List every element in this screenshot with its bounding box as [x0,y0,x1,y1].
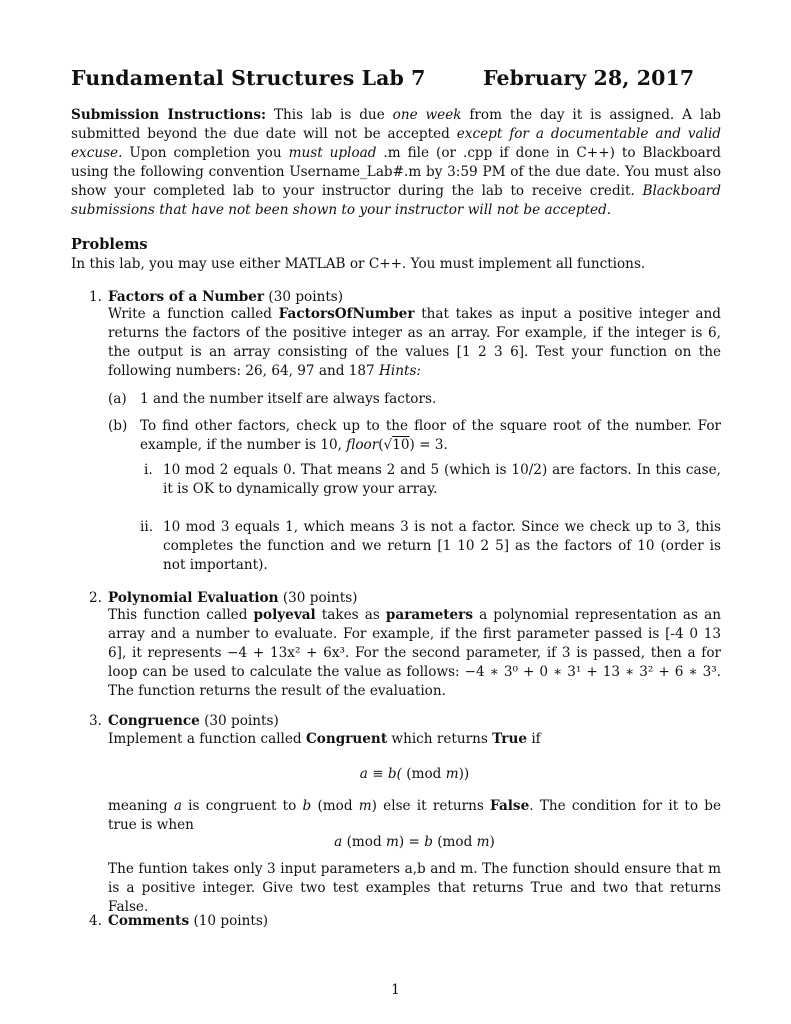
lab-title: Fundamental Structures Lab 7 [71,66,426,90]
floor-function: floor [346,437,379,453]
var-b: b [302,798,312,814]
eq1-mod: (mod [401,766,446,782]
var-m: m [358,798,372,814]
false-keyword: False [490,798,530,814]
eq2-equals: ) = [398,834,425,850]
hint-b-label: (b) [108,418,128,434]
problem-4-title: Comments [108,913,190,929]
mod-equality-equation [108,833,721,852]
page-number: 1 [391,982,400,998]
problem-3-text: if [527,731,541,747]
parameters-term: parameters [385,607,473,623]
hint-i-label: i. [144,462,153,478]
problem-2-text: . For the second parameter, if 3 is passed, then a for loop can be used to calculate the value as follows: [108,645,721,680]
submission-text: This lab is due [266,107,393,123]
problem-3-description [108,730,721,749]
sqrt-symbol: √ [383,437,393,453]
function-name-factors: FactorsOfNumber [278,306,415,322]
meaning-text: ) else it returns [371,798,491,814]
function-name-congruent: Congruent [305,731,388,747]
submission-emphasis: except for a documentable and valid excuse. [71,126,721,161]
problem-1-text: that takes as input a positive integer and returns the factors of the positive integer as an array. For example, if the integer is 6, the output is an array consisting of the values [1 2 3 6]. Test your function on the following numbers: 26, 64, 97 and 187 [108,306,721,379]
sqrt-radicand: 10 [392,437,410,453]
problem-2-title: Polynomial Evaluation [108,590,279,606]
submission-text: .m file (or .cpp if done in C++) to Blackboard using the following convention Username_Lab#.m by 3:59 PM of the due date. You must also show your completed lab to your instructor during the lab to receive credit. [71,145,721,199]
hint-b-text [140,417,721,455]
hint-ii-text: 10 mod 3 equals 1, which means 3 is not a factor. Since we check up to 3, this completes the function and we return [1 10 2 5] as the factors of 10 (order is not important). [163,519,721,573]
problem-3-points: (30 points) [199,713,279,729]
congruence-equation [108,765,721,784]
problem-4-heading [108,912,268,931]
eq2-m: m [385,834,399,850]
submission-instructions [71,106,721,220]
hints-label: Hints: [379,363,422,379]
eq2-b: b [424,834,433,850]
problem-4-number: 4. [89,913,102,929]
eq1-lhs: a ≡ b( [359,766,402,782]
hint-b-body: To find other factors, check up to the floor of the square root of the number. For example, if the number is 10, [140,418,721,453]
problem-2-text: a polynomial representation as an array and a number to evaluate. For example, if the first parameter passed is [-4 0 13 6], it represents [108,607,721,661]
eq2-a: a [334,834,343,850]
problems-heading: Problems [71,236,148,253]
evaluation-expression: −4 ∗ 3⁰ + 0 ∗ 3¹ + 13 ∗ 3² + 6 ∗ 3³ [464,664,717,680]
submission-text: from the day it is assigned. A lab submitted beyond the due date will not be accepted [71,107,721,142]
function-name-polyeval: polyeval [253,607,316,623]
hint-a-text: 1 and the number itself are always factors. [140,391,437,407]
polynomial-expression: −4 + 13x² + 6x³ [227,645,345,661]
eq2-m: m [476,834,490,850]
eq2-mod: (mod [342,834,386,850]
hint-i-text: 10 mod 2 equals 0. That means 2 and 5 (which is 10/2) are factors. In this case, it is OK to dynamically grow your array. [163,462,721,497]
problem-1-number: 1. [89,289,102,305]
problem-1-description [108,305,721,381]
problem-1-title: Factors of a Number [108,289,265,305]
submission-text: Upon completion you [122,145,289,161]
problem-3-closing: The funtion takes only 3 input parameters a,b and m. The function should ensure that m is a positive integer. Give two test examples that returns True and two that returns False. [108,861,721,915]
submission-emphasis: Blackboard submissions that have not been shown to your instructor will not be accepted. [71,183,721,218]
problem-1-points: (30 points) [264,289,344,305]
problem-2-text: takes as [315,607,386,623]
hint-a-label: (a) [108,391,127,407]
problem-2-number: 2. [89,590,102,606]
problem-3-heading [108,712,279,731]
congruence-meaning [108,797,721,835]
lab-date: February 28, 2017 [483,66,695,90]
meaning-text: (mod [311,798,359,814]
problem-2-text: . The function returns the result of the evaluation. [108,664,721,699]
var-a: a [173,798,182,814]
submission-emphasis: one week [392,107,462,123]
problem-3-text: which returns [387,731,493,747]
floor-paren: ( [378,437,384,453]
meaning-text: meaning [108,798,174,814]
problem-1-text: Write a function called [108,306,279,322]
problem-4-points: (10 points) [189,913,269,929]
eq1-close: )) [458,766,470,782]
submission-label: Submission Instructions: [71,107,267,123]
eq1-m: m [445,766,459,782]
floor-result: ) = 3. [409,437,448,453]
problem-3-text: Implement a function called [108,731,306,747]
hint-ii-label: ii. [140,519,154,535]
problems-intro: In this lab, you may use either MATLAB or C++. You must implement all functions. [71,256,646,272]
problem-2-points: (30 points) [278,590,358,606]
eq2-close: ) [489,834,495,850]
submission-emphasis: must upload [288,145,377,161]
problem-3-number: 3. [89,713,102,729]
problem-2-text: This function called [108,607,254,623]
meaning-text: . The condition for it to be true is when [108,798,721,833]
problem-2-description [108,606,721,701]
problem-3-title: Congruence [108,713,200,729]
meaning-text: is congruent to [181,798,303,814]
eq2-mod: (mod [432,834,477,850]
true-keyword: True [492,731,527,747]
